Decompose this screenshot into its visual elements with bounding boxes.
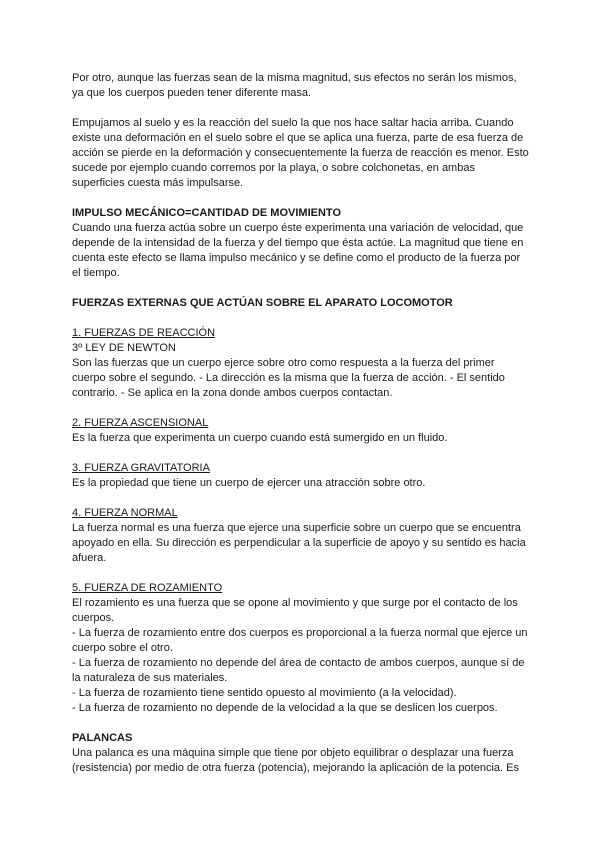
impulso-text: Cuando una fuerza actúa sobre un cuerpo éste experimenta una variación de velocidad, que depende de la intensidad de la fuerza y del tiempo que ésta actúe. La magnitud que tiene en cuenta este efecto se llama impulso mecánico y se define como el producto de la fuerza por el tiempo. — [72, 222, 524, 279]
section-title-reaccion: 1. FUERZAS DE REACCIÓN — [72, 327, 216, 339]
section-text-gravitatoria: Es la propiedad que tiene un cuerpo de ejercer una atracción sobre otro. — [72, 477, 426, 489]
paragraph-masa: Por otro, aunque las fuerzas sean de la misma magnitud, sus efectos no serán los mismos, ya que los cuerpos pueden tener diferente masa. — [72, 72, 517, 99]
heading-impulso: IMPULSO MECÁNICO=CANTIDAD DE MOVIMIENTO — [72, 207, 342, 219]
heading-fuerzas-externas: FUERZAS EXTERNAS QUE ACTÚAN SOBRE EL APARATO LOCOMOTOR — [72, 297, 453, 309]
heading-palancas: PALANCAS — [72, 732, 133, 744]
rozamiento-line: - La fuerza de rozamiento no depende del área de contacto de ambos cuerpos, aunque sí de la naturaleza de sus materiales. — [72, 657, 525, 684]
section-text-normal: La fuerza normal es una fuerza que ejerce una superficie sobre un cuerpo que se encuentra apoyado en ella. Su dirección es perpendicular a la superficie de apoyo y su sentido es hacia afuera. — [72, 522, 526, 564]
section-subtitle-newton: 3º LEY DE NEWTON — [72, 342, 176, 354]
section-title-gravitatoria: 3. FUERZA GRAVITATORIA — [72, 462, 210, 474]
palancas-text: Una palanca es una máquina simple que tiene por objeto equilibrar o desplazar una fuerza (resistencia) por medio de otra fuerza (potencia), mejorando la aplicación de la potencia. Es — [72, 747, 519, 774]
section-title-normal: 4. FUERZA NORMAL — [72, 507, 178, 519]
rozamiento-line: - La fuerza de rozamiento no depende de la velocidad a la que se deslicen los cuerpos. — [72, 702, 498, 714]
section-title-ascensional: 2. FUERZA ASCENSIONAL — [72, 417, 209, 429]
section-text-reaccion: Son las fuerzas que un cuerpo ejerce sobre otro como respuesta a la fuerza del primer cuerpo sobre el segundo. - La dirección es la misma que la fuerza de acción. - El sentido contrario. - Se aplica en la zona donde ambos cuerpos contactan. — [72, 357, 505, 399]
paragraph-reaccion-suelo: Empujamos al suelo y es la reacción del suelo la que nos hace saltar hacia arriba. Cuando existe una deformación en el suelo sobre el que se aplica una fuerza, parte de esa fuerza de acción se pierde en la deformación y consecuentemente la fuerza de reacción es menor. Esto sucede por ejemplo cuando corremos por la playa, o sobre colchonetas, en ambas superficies cuesta más impulsarse. — [72, 117, 529, 189]
rozamiento-line: - La fuerza de rozamiento entre dos cuerpos es proporcional a la fuerza normal que ejerce un cuerpo sobre el otro. — [72, 627, 528, 654]
section-title-rozamiento: 5. FUERZA DE ROZAMIENTO — [72, 582, 223, 594]
section-text-ascensional: Es la fuerza que experimenta un cuerpo cuando está sumergido en un fluido. — [72, 432, 448, 444]
rozamiento-line: - La fuerza de rozamiento tiene sentido opuesto al movimiento (a la velocidad). — [72, 687, 457, 699]
rozamiento-line: El rozamiento es una fuerza que se opone al movimiento y que surge por el contacto de los cuerpos. — [72, 597, 518, 624]
